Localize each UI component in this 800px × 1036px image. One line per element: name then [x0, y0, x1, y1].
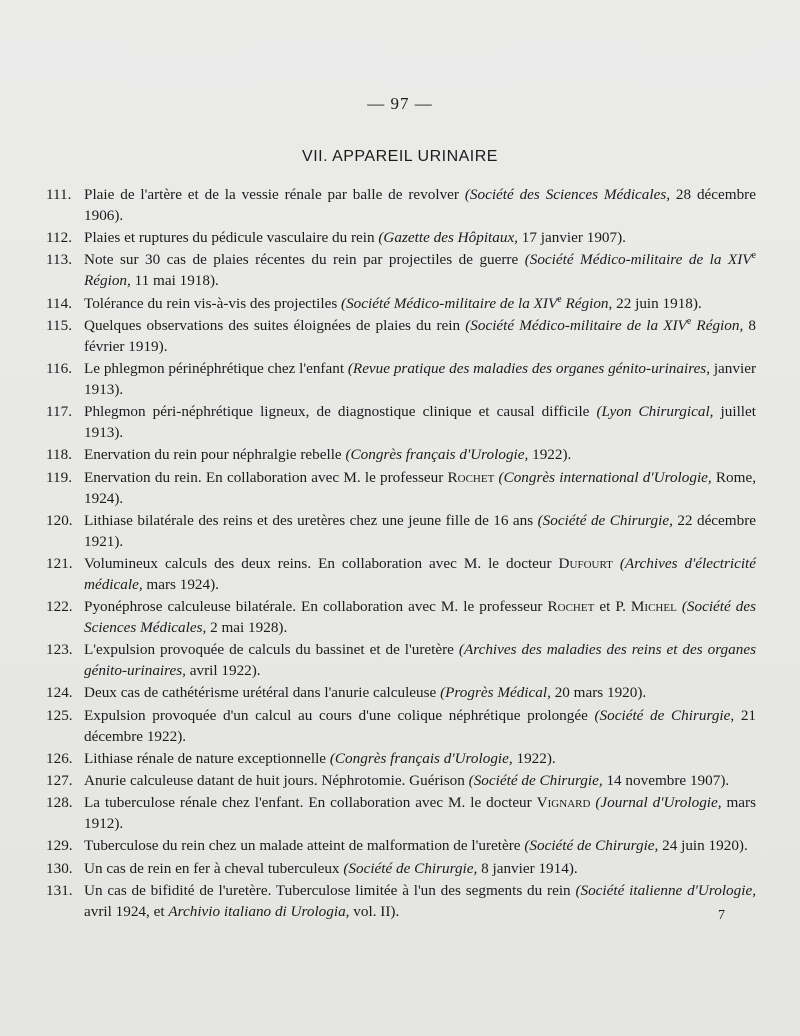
entry-text: Note sur 30 cas de plaies récentes du rein par projectiles de guerre — [84, 251, 525, 269]
bibliography-entry — [46, 770, 756, 791]
entry-superscript: e — [686, 315, 692, 327]
entry-text: Phlegmon péri-néphrétique ligneux, de diagnostique clinique et causal difficile — [84, 403, 597, 421]
entry-text: 8 janvier 1914). — [477, 859, 578, 877]
entry-text: 1922). — [528, 446, 572, 464]
entry-text: 2 mai 1928). — [206, 619, 288, 637]
bibliography-list — [46, 184, 756, 923]
entry-source: Région, — [561, 294, 613, 312]
entry-source: (Congrès français d'Urologie, — [345, 446, 529, 464]
entry-number: 122. — [46, 598, 73, 616]
entry-number: 116. — [46, 359, 73, 377]
entry-text: Enervation du rein pour néphralgie rebelle — [84, 446, 346, 464]
bibliography-entry — [46, 596, 756, 638]
entry-source: Région, — [84, 272, 131, 290]
entry-text: 28 décembre 1906). — [84, 186, 756, 224]
entry-source: (Congrès français d'Urologie, — [329, 749, 513, 767]
entry-superscript: e — [557, 293, 562, 305]
bibliography-entry — [46, 510, 756, 552]
bibliography-entry — [46, 444, 756, 465]
entry-text: vol. II). — [349, 902, 400, 920]
entry-source: (Société italienne d'Urologie, — [575, 881, 756, 899]
entry-source: (Archives des maladies des reins et des organes génito-urinaires, — [84, 641, 756, 680]
entry-text: mars 1912). — [84, 794, 757, 833]
entry-text: Le phlegmon périnéphrétique chez l'enfant — [84, 359, 348, 377]
entry-text: 1922). — [512, 749, 556, 767]
section-title: VII. APPAREIL URINAIRE — [302, 148, 498, 165]
entry-author: Rochet — [447, 468, 495, 486]
entry-source: (Progrès Médical, — [440, 684, 551, 702]
bibliography-entry — [46, 858, 756, 879]
entry-source: (Société de Chirurgie, — [343, 859, 478, 877]
entry-text: Tuberculose du rein chez un malade atteint de malformation de l'uretère — [84, 837, 525, 855]
entry-text: Rome, 1924). — [84, 468, 756, 507]
entry-text: Lithiase rénale de nature exceptionnelle — [84, 749, 330, 767]
entry-text: Anurie calculeuse datant de huit jours. Néphrotomie. Guérison — [84, 772, 469, 789]
entry-source: (Société Médico-militaire de la XIV — [524, 251, 752, 269]
entry-number: 127. — [46, 772, 73, 789]
entry-text: 24 juin 1920). — [658, 837, 748, 855]
entry-source: (Société Médico-militaire de la XIV — [341, 294, 558, 312]
bibliography-entry — [46, 467, 756, 509]
bibliography-entry — [46, 835, 756, 856]
entry-source: (Gazette des Hôpitaux, — [378, 229, 518, 247]
entry-number: 118. — [46, 446, 73, 464]
entry-number: 120. — [46, 511, 73, 529]
entry-number: 131. — [46, 881, 73, 899]
entry-source: (Société de Chirurgie, — [537, 511, 673, 529]
entry-number: 114. — [46, 294, 73, 312]
entry-text: La tuberculose rénale chez l'enfant. En collaboration avec M. le docteur — [84, 794, 537, 812]
bibliography-entry — [46, 553, 756, 595]
entry-number: 115. — [46, 316, 73, 334]
entry-source: (Journal d'Urologie, — [595, 794, 722, 812]
entry-text: L'expulsion provoquée de calculs du bassinet et de l'uretère — [84, 641, 459, 659]
entry-text: 8 février 1919). — [84, 316, 756, 355]
bibliography-entry — [46, 682, 756, 703]
entry-text: Un cas de rein en fer à cheval tuberculeux — [84, 859, 344, 877]
entry-number: 112. — [46, 229, 73, 247]
entry-source: (Société Médico-militaire de la XIV — [465, 316, 687, 334]
entry-text: Expulsion provoquée d'un calcul au cours d'une colique néphrétique prolongée — [84, 706, 595, 724]
bibliography-entry — [46, 184, 756, 226]
entry-text: mars 1924). — [142, 575, 219, 593]
entry-text: Volumineux calculs des deux reins. En collaboration avec M. le docteur — [84, 554, 559, 572]
bibliography-entry — [46, 358, 756, 400]
entry-source: (Société de Chirurgie, — [594, 706, 735, 724]
entry-author: Rochet — [547, 598, 595, 616]
entry-source: (Lyon Chirurgical, — [596, 403, 714, 421]
entry-text: Un cas de bifidité de l'uretère. Tuberculose limitée à l'un des segments du rein — [84, 881, 576, 899]
entry-number: 121. — [46, 554, 73, 572]
entry-text: 22 décembre 1921). — [84, 511, 756, 550]
entry-text: juillet 1913). — [84, 403, 756, 442]
entry-superscript: e — [751, 250, 756, 262]
entry-source: (Société de Chirurgie, — [524, 837, 659, 855]
entry-text: 14 novembre 1907). — [602, 772, 730, 789]
entry-text: 22 juin 1918). — [612, 294, 702, 312]
entry-source: Région, — [691, 316, 744, 334]
entry-number: 111. — [46, 186, 72, 203]
bibliography-entry — [46, 748, 756, 769]
entry-text: avril 1924, et — [84, 902, 169, 920]
entry-number: 126. — [46, 749, 73, 767]
bibliography-entry — [46, 401, 756, 443]
bibliography-entry — [46, 705, 756, 747]
page-number: — 97 — — [367, 94, 433, 113]
entry-text: avril 1922). — [185, 662, 261, 680]
entry-text: Plaies et ruptures du pédicule vasculaire du rein — [84, 229, 379, 247]
entry-source: (Société de Chirurgie, — [468, 772, 603, 789]
entry-number: 130. — [46, 859, 73, 877]
entry-author: Dufourt — [558, 554, 613, 572]
entry-number: 117. — [46, 403, 73, 421]
entry-text: 21 décembre 1922). — [84, 706, 756, 745]
bibliography-entry — [46, 293, 756, 314]
entry-number: 123. — [46, 641, 73, 659]
entry-text: Plaie de l'artère et de la vessie rénale par balle de revolver — [84, 186, 465, 203]
entry-source: (Société des Sciences Médicales, — [84, 598, 757, 637]
entry-author: Michel — [630, 598, 677, 616]
entry-author: Vignard — [536, 794, 591, 812]
bibliography-entry — [46, 315, 756, 357]
entry-number: 128. — [46, 794, 73, 812]
entry-text: Quelques observations des suites éloignées de plaies du rein — [84, 316, 466, 334]
entry-source: (Congrès international d'Urologie, — [498, 468, 712, 486]
entry-text: 17 janvier 1907). — [517, 229, 626, 247]
entry-source: (Société des Sciences Médicales, — [464, 186, 671, 203]
entry-text: Deux cas de cathétérisme urétéral dans l'anurie calculeuse — [84, 684, 441, 702]
entry-source: (Archives d'électricité médicale, — [84, 554, 757, 593]
entry-number: 113. — [46, 251, 73, 269]
entry-number: 119. — [46, 468, 73, 486]
entry-number: 125. — [46, 706, 73, 724]
sheet-signature-mark: 7 — [718, 908, 725, 923]
entry-number: 129. — [46, 837, 73, 855]
bibliography-entry — [46, 249, 756, 291]
entry-number: 124. — [46, 684, 73, 702]
entry-source: Archivio italiano di Urologia, — [168, 902, 350, 920]
bibliography-entry — [46, 639, 756, 681]
entry-text: et P. — [594, 598, 631, 616]
bibliography-entry — [46, 792, 756, 834]
entry-text: janvier 1913). — [84, 359, 756, 398]
entry-text — [613, 555, 620, 572]
entry-text: Tolérance du rein vis-à-vis des projectiles — [84, 294, 342, 312]
entry-text: Lithiase bilatérale des reins et des uretères chez une jeune fille de 16 ans — [84, 511, 538, 529]
bibliography-entry — [46, 227, 756, 248]
entry-source: (Revue pratique des maladies des organes génito-urinaires, — [347, 359, 711, 377]
entry-text: Enervation du rein. En collaboration avec M. le professeur — [84, 468, 448, 486]
entry-text: 11 mai 1918). — [130, 272, 219, 290]
entry-text: Pyonéphrose calculeuse bilatérale. En collaboration avec M. le professeur — [84, 598, 548, 616]
bibliography-entry — [46, 880, 756, 922]
entry-text: 20 mars 1920). — [550, 684, 647, 702]
